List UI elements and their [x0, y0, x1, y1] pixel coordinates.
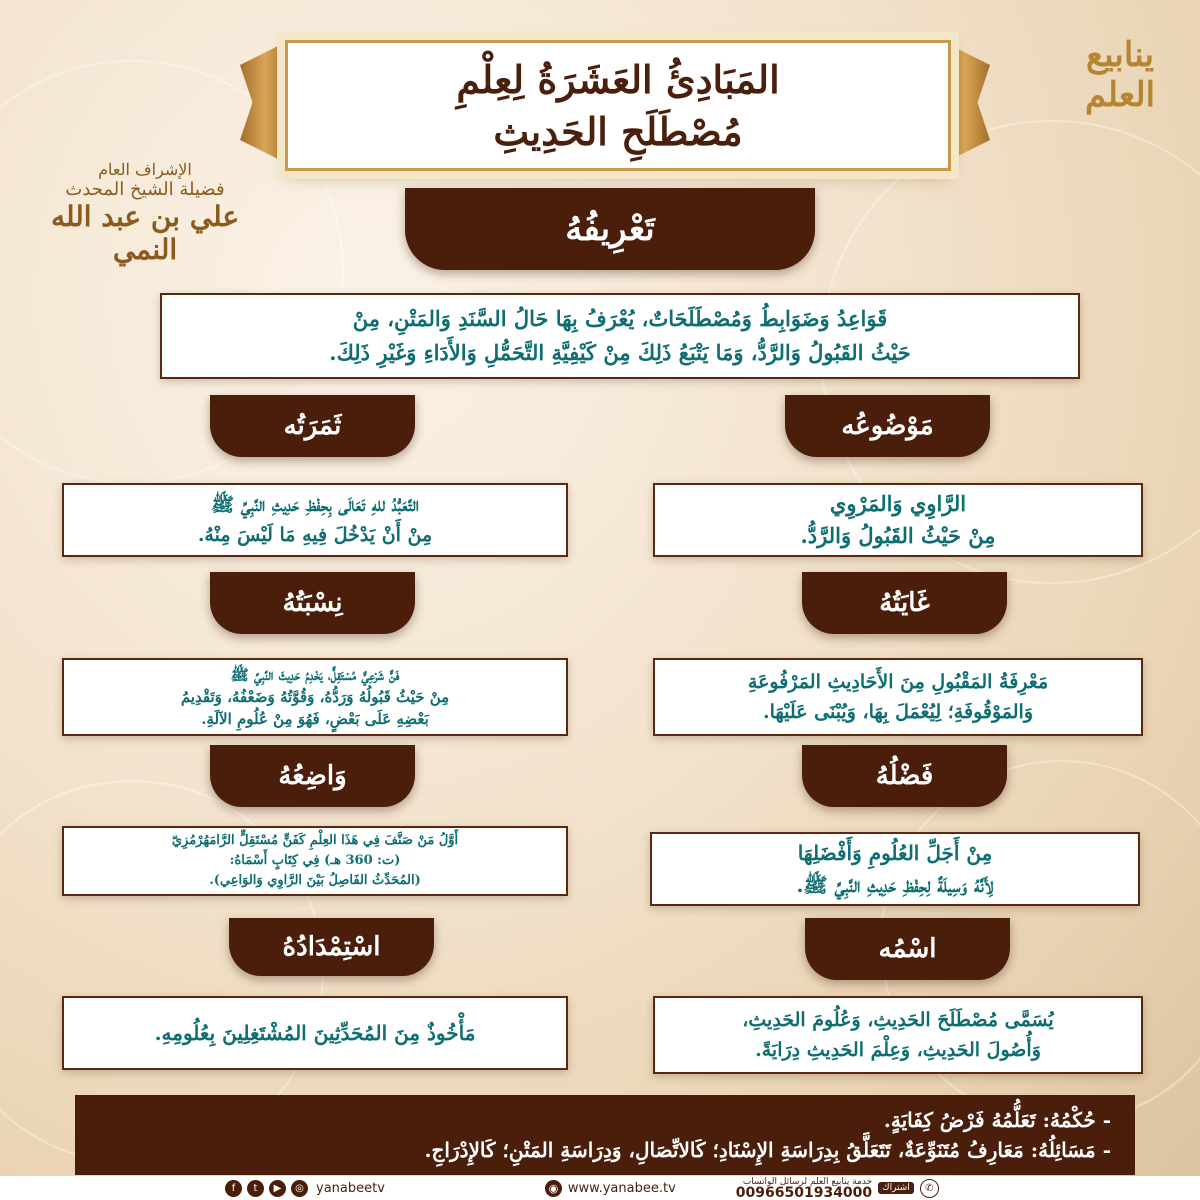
- wadi-header: وَاضِعُهُ: [210, 745, 415, 807]
- whatsapp-label: خدمة ينابيع العلم لرسائل الواتساب: [742, 1177, 873, 1187]
- fadl-header: فَضْلُهُ: [802, 745, 1007, 807]
- social-icons: [225, 1180, 308, 1197]
- ghayah-box: [653, 658, 1143, 736]
- fadl-line-1: مِنْ أَجَلِّ العُلُومِ وَأَفْضَلِهَا: [797, 841, 993, 865]
- wadi-line-3: (المُحَدِّثُ الفَاصِلُ بَيْنَ الرَّاوِي وَالوَاعِي).: [209, 873, 421, 888]
- thamarah-header: ثَمَرَتُه: [210, 395, 415, 457]
- definition-line-1: قَوَاعِدُ وَضَوَابِطُ وَمُصْطَلَحَاتٌ، يُعْرَفُ بِهَا حَالُ السَّنَدِ وَالمَتْنِ، مِنْ: [352, 306, 888, 331]
- mawduh-header: مَوْضُوعُه: [785, 395, 990, 457]
- thamarah-box: [62, 483, 568, 557]
- title-line-2: مُصْطَلَحِ الحَدِيثِ: [493, 108, 743, 154]
- supervisor-name: علي بن عبد الله النمي: [50, 200, 240, 266]
- ghayah-line-1: مَعْرِفَةُ المَقْبُولِ مِنَ الأَحَادِيثِ المَرْفُوعَةِ: [747, 671, 1049, 693]
- istimdad-line-1: مَأْخُوذٌ مِنَ المُحَدِّثِينَ المُشْتَغِلِينَ بِعُلُومِهِ.: [154, 1021, 476, 1045]
- supervisor-label: الإشراف العام: [98, 160, 192, 179]
- ism-line-2: وَأُصُولَ الحَدِيثِ، وَعِلْمَ الحَدِيثِ دِرَايَةً.: [755, 1039, 1041, 1061]
- whatsapp-details: [736, 1177, 872, 1199]
- mawduh-line-2: مِنْ حَيْثُ القَبُولُ وَالرَّدُّ.: [800, 523, 996, 548]
- mawduh-box: [653, 483, 1143, 557]
- page-title: [285, 40, 951, 171]
- ruling-line: - حُكْمُهُ: تَعَلُّمُهُ فَرْضُ كِفَايَةٍ.: [883, 1108, 1111, 1132]
- supervisor-title: فضيلة الشيخ المحدث: [65, 179, 225, 200]
- nisbah-line-1: فَنٌّ شَرْعِيٌّ مُسْتَقِلٌّ، يَخْدِمُ حَدِيثَ النَّبِيِّ ﷺ: [230, 666, 400, 684]
- facebook-icon[interactable]: f: [225, 1180, 242, 1197]
- whatsapp-phone[interactable]: 00966501934000: [735, 1185, 873, 1200]
- twitter-icon[interactable]: t: [247, 1180, 264, 1197]
- wadi-box: [62, 826, 568, 896]
- whatsapp-contact[interactable]: [736, 1177, 939, 1199]
- logo-text: ينابيع العلم: [1084, 35, 1156, 115]
- istimdad-box: [62, 996, 568, 1070]
- definition-header: تَعْرِيفُهُ: [405, 188, 815, 270]
- whatsapp-icon: ✆: [920, 1179, 939, 1198]
- social-handle[interactable]: yanabeetv: [316, 1180, 385, 1196]
- nisbah-box: [62, 658, 568, 736]
- thamarah-line-2: مِنْ أَنْ يَدْخُلَ فِيهِ مَا لَيْسَ مِنْهُ.: [197, 524, 433, 546]
- website-link[interactable]: [545, 1180, 676, 1197]
- globe-icon: ◉: [545, 1180, 562, 1197]
- ghayah-line-2: وَالمَوْقُوفَةِ؛ لِيُعْمَلَ بِهَا، وَيُبْنَى عَلَيْهَا.: [762, 701, 1034, 723]
- instagram-icon[interactable]: ◎: [291, 1180, 308, 1197]
- nisbah-line-2: مِنْ حَيْثُ قَبُولُهُ وَرَدُّهُ، وَقُوَّتُهُ وَضَعْفُهُ، وَتَقْدِيمُ: [180, 688, 450, 706]
- nisbah-line-3: بَعْضِهِ عَلَى بَعْضٍ، فَهُوَ مِنْ عُلُومِ الآلَةِ.: [201, 710, 429, 728]
- wadi-line-2: (ت: 360 هـ) فِي كِتَابٍ أَسْمَاهُ:: [229, 853, 401, 868]
- thamarah-line-1: التَّعَبُّدُ للهِ تَعَالَى بِحِفْظِ حَدِيثِ النَّبِيِّ ﷺ: [211, 494, 419, 516]
- subscribe-badge[interactable]: اشتراك: [878, 1182, 914, 1194]
- supervisor-credit: [20, 160, 270, 266]
- title-line-1: المَبَادِئُ العَشَرَةُ لِعِلْمِ: [456, 56, 780, 102]
- ism-box: [653, 996, 1143, 1074]
- footer-bar: [0, 1176, 1200, 1200]
- definition-box: [160, 293, 1080, 379]
- fadl-box: [650, 832, 1140, 906]
- ruling-and-issues-band: [75, 1095, 1135, 1175]
- website-text[interactable]: www.yanabee.tv: [567, 1180, 676, 1196]
- definition-line-2: حَيْثُ القَبُولُ وَالرَّدُّ، وَمَا يَتْبَعُ ذَلِكَ مِنْ كَيْفِيَّةِ التَّحَمُّلِ وَالأَدَاءِ وَغَيْرِ ذَلِكَ.: [329, 340, 911, 365]
- wadi-line-1: أَوَّلُ مَنْ صَنَّفَ فِي هَذَا العِلْمِ كَفَنٍّ مُسْتَقِلٍّ الرَّامَهُرْمُزِيّ: [171, 833, 459, 848]
- nisbah-header: نِسْبَتُهُ: [210, 572, 415, 634]
- ism-header: اسْمُه: [805, 918, 1010, 980]
- yanabee-logo: [1060, 35, 1180, 115]
- issues-line: - مَسَائِلُهُ: مَعَارِفُ مُتَنَوِّعَةٌ، تَتَعَلَّقُ بِدِرَاسَةِ الإِسْنَادِ؛ كَالاتِّصَالِ، وَدِرَاسَةِ المَتْنِ؛ كَالإِدْرَاجِ.: [424, 1138, 1111, 1162]
- ghayah-header: غَايَتُهُ: [802, 572, 1007, 634]
- mawduh-line-1: الرَّاوِي وَالمَرْوِي: [829, 491, 967, 516]
- ism-line-1: يُسَمَّى مُصْطَلَحَ الحَدِيثِ، وَعُلُومَ الحَدِيثِ،: [742, 1009, 1054, 1031]
- fadl-line-2: لِأَنَّهُ وَسِيلَةٌ لِحِفْظِ حَدِيثِ النَّبِيِّ ﷺ.: [796, 873, 994, 897]
- istimdad-header: اسْتِمْدَادُهُ: [229, 918, 434, 976]
- youtube-icon[interactable]: ▶: [269, 1180, 286, 1197]
